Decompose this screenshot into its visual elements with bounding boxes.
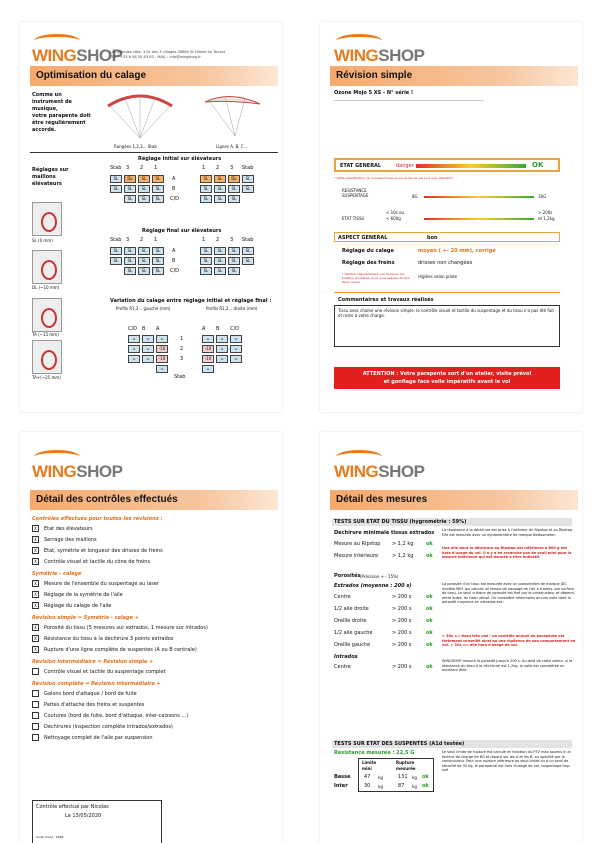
checklist-item: Etat, symétrie et longueur des drisses de freins: [44, 548, 163, 554]
final-title: Réglage final sur élévateurs: [142, 228, 222, 234]
checklist-item: Résistance du tissu à la déchirure 3 points extrados: [44, 636, 174, 642]
riser-cell: SL: [214, 195, 226, 203]
riser-cell: SL: [138, 267, 150, 275]
res-high: 16G: [538, 194, 547, 199]
var-cell: -10: [156, 355, 168, 363]
checklist-heading: Contrôles effectués pour toutes les révisions :: [32, 516, 163, 522]
th-mini: mini: [362, 766, 372, 771]
checklist-heading: Révision complète = Révision intermédiaire +: [32, 681, 161, 687]
page-title: Optimisation du calage: [30, 66, 278, 86]
checklist-heading: Révision simple = Symétrie - calage +: [32, 615, 139, 621]
danger-label: danger: [396, 163, 414, 169]
measure-label: 1/2 aile gauche: [334, 630, 373, 636]
resistance-gauge: [424, 196, 534, 198]
glider-subtitle: Ozone Mojo 5 XS - N° série !: [334, 90, 414, 96]
var-row: 2: [180, 346, 184, 352]
stab-cell-right: SL: [242, 175, 254, 183]
stab-cell-left: SL: [124, 267, 136, 275]
glider-diagram: [100, 86, 270, 142]
col-head: Stab: [110, 165, 122, 171]
porosites-title: Porosités: [334, 573, 361, 579]
col-head: Stab: [242, 237, 254, 243]
page-title: Détail des contrôles effectués: [30, 490, 278, 510]
row-letter: B: [172, 258, 176, 264]
check-box: X: [32, 547, 39, 554]
col-head: 2: [216, 165, 220, 171]
ring-sl-label: SL (0 mm): [32, 238, 53, 243]
checklist-heading: Symétrie - calage: [32, 571, 82, 577]
col-head: Stab: [242, 165, 254, 171]
row-letter: C/D: [170, 196, 180, 202]
riser-cell: SL: [200, 185, 212, 193]
checklist-item: Galons bord d'attaque / bord de fuite: [44, 691, 137, 697]
intrados-title: Intrados: [334, 654, 358, 660]
riser-cell: SL: [152, 267, 164, 275]
col-head: 2: [140, 165, 144, 171]
riser-cell: SL: [138, 195, 150, 203]
measure-status: ok: [426, 606, 433, 612]
stab-cell-right: SL: [242, 247, 254, 255]
ring-dl-image: [32, 250, 62, 284]
text-porosite-warning: < 30s => tissu très usé : un contrôle annuel du parapente est fortement conseillé ainsi qu'une vigilance de son comportement en vol. < 10s => aile hors d'usage de vol.: [442, 634, 576, 647]
riser-cell: SL: [200, 247, 212, 255]
riser-cell: SL: [138, 247, 150, 255]
aspect-label: ASPECT GENERAL: [338, 235, 388, 241]
page-revision-simple: [320, 22, 582, 412]
riser-cell: SL: [138, 185, 150, 193]
measure-value: > 200 s: [392, 606, 412, 612]
porosites-precision: (Précision + - 15%): [360, 574, 399, 579]
stab-label: Stab: [174, 374, 186, 380]
checklist-item: Mesure de l'ensemble du suspentage au laser: [44, 581, 160, 587]
var-cell: =: [156, 335, 168, 343]
comments-text: Tissu avec chaîne une révision simple: le contrôle visuel et tactile du suspentage et du tissu n'a pas été fait et reste à votre charge.: [338, 308, 554, 318]
var-cell: =: [142, 355, 154, 363]
measure-status: ok: [426, 594, 433, 600]
th-mesuree: mesurée: [396, 766, 416, 771]
attention-line1: ATTENTION : Votre parapente sort d'un atelier, visite prévol: [362, 371, 532, 377]
measure-status: ok: [426, 618, 433, 624]
riser-cell: SL: [214, 175, 226, 183]
susp-kg: kg: [378, 784, 383, 789]
col-head: 2: [140, 237, 144, 243]
text-wingshop: WINGSHOP mesure la porosité jusqu'à 200 s. Au-delà de cette valeur, si la résistance du tissu à la déchirure est 1,2kg, la voile est considérée en excellent état.: [442, 659, 573, 672]
wingshop-logo: WINGSHOP: [32, 46, 123, 65]
var-cell: -10: [202, 345, 214, 353]
var-cell: -10: [202, 355, 214, 363]
var-cell: =: [216, 335, 228, 343]
col-head: 3: [126, 237, 130, 243]
checklist-item: Rupture d'une ligne complète de suspentes (A ou B centrale): [44, 647, 197, 653]
susp-limit: 47: [364, 774, 371, 780]
susp-status: ok: [422, 783, 429, 789]
measure-value: > 200 s: [392, 618, 412, 624]
var-cell: =: [230, 335, 242, 343]
riser-cell: SL: [152, 257, 164, 265]
checklist-item: Déchirures (inspection complète intrados/extrados): [44, 724, 173, 730]
attention-banner: [334, 367, 560, 389]
var-cell: =: [202, 335, 214, 343]
riser-cell: SL: [200, 175, 212, 183]
freins-value: drisses non changées: [418, 260, 473, 266]
check-box: [32, 734, 39, 741]
text-dechirure: La résistance à la déchirure est prise à l'intérieur du Ripstop et au Ripstop. Elle est mesurée avec un dynamomètre de marque Bettsometer.: [442, 528, 574, 537]
var-cell: =: [142, 345, 154, 353]
riser-cell: SL: [214, 247, 226, 255]
riser-cell: SL: [228, 247, 240, 255]
col-head: 3: [230, 237, 234, 243]
checklist-item: Contrôle visuel et tactile du suspentage complet: [44, 669, 166, 675]
riser-cell: SL: [152, 195, 164, 203]
variation-title: Variation du calage entre réglage initial et réglage final :: [110, 298, 272, 304]
page-optimisation: [20, 22, 282, 412]
measure-value: > 200 s: [392, 664, 412, 670]
stab-cell-left: SL: [110, 175, 122, 183]
riser-cell: DL: [228, 175, 240, 183]
var-head: B: [142, 326, 146, 332]
riser-cell: SL: [124, 257, 136, 265]
measure-status: ok: [426, 541, 433, 547]
var-stab-cell: =: [202, 365, 214, 373]
aspect-general-box: [334, 232, 560, 242]
ring-taplus-image: [32, 340, 62, 374]
susp-kg: kg: [378, 775, 383, 780]
th-rupture: Rupture: [396, 760, 415, 765]
checklist-item: Serrage des maillons: [44, 537, 97, 543]
riser-cell: SL: [138, 257, 150, 265]
riser-cell: SL: [228, 185, 240, 193]
client-code: Code client : 0284: [36, 835, 64, 839]
measure-label: Mesure au Ripstop: [334, 541, 381, 547]
susp-rupture: 131: [398, 774, 408, 780]
susp-limit: 30: [364, 783, 371, 789]
var-head: A: [202, 326, 206, 332]
var-cell: =: [230, 355, 242, 363]
check-box: X: [32, 536, 39, 543]
stab-cell-left: SL: [124, 195, 136, 203]
susp-label: Inter: [334, 783, 348, 789]
ring-sl-image: [32, 202, 62, 236]
col-head: 1: [154, 237, 158, 243]
tissu-gauge: [424, 218, 534, 220]
page-title: Détail des mesures: [330, 490, 578, 510]
th-limite: Limite: [362, 760, 377, 765]
checklist-item: Pattes d'attache des freins et suspentes: [44, 702, 145, 708]
comments-box: [334, 305, 560, 347]
checklist-item: Etat des élévateurs: [44, 526, 93, 532]
freins-label: Réglage des freins: [342, 260, 395, 266]
stab-cell-right: SL: [228, 195, 240, 203]
row-letter: A: [172, 248, 176, 254]
controller-box: [32, 800, 162, 843]
riser-cell: SL: [152, 247, 164, 255]
riser-cell: SL: [200, 267, 212, 275]
stab-cell-right: SL: [228, 267, 240, 275]
var-row: 1: [180, 336, 184, 342]
page-title: Révision simple: [330, 66, 578, 86]
var-head: C/D: [128, 326, 138, 332]
check-box: [32, 668, 39, 675]
tests-tissu-header: TESTS SUR ETAT DU TISSU (hygrométrie : 59%): [332, 518, 572, 526]
ring-ta-label: TA (~15 mm): [32, 332, 59, 337]
var-cell: -10: [156, 345, 168, 353]
row-letter: B: [172, 186, 176, 192]
profil-right-label: Profils R1,2... droite (mm): [206, 306, 258, 311]
page-controles: [20, 432, 282, 843]
measure-value: > 200 s: [392, 630, 412, 636]
riser-cell: SL: [214, 185, 226, 193]
check-box: X: [32, 525, 39, 532]
col-head: 1: [154, 165, 158, 171]
var-cell: =: [216, 355, 228, 363]
check-box: [32, 712, 39, 719]
tests-suspentes-header: TESTS SUR ETAT DES SUSPENTES (A1d testée): [332, 740, 572, 748]
col-head: 1: [202, 165, 206, 171]
calage-value: moyen ( +- 20 mm), corrigé: [418, 248, 496, 254]
measure-label: Oreille gauche: [334, 642, 371, 648]
riser-cell: SL: [138, 175, 150, 183]
aspect-value: bon: [427, 235, 438, 241]
etat-general-label: ETAT GENERAL: [340, 163, 382, 169]
ring-dl-label: DL (~10 mm): [32, 285, 60, 290]
calage-label: Réglage du calage: [342, 248, 394, 254]
riser-cell: DL: [124, 175, 136, 183]
caption-rows: Rangées 1,2,3... Stab: [114, 144, 157, 149]
riser-cell: SL: [228, 257, 240, 265]
controller-name: Contrôle effectué par Nicolas: [36, 804, 109, 810]
measure-label: Oreille droite: [334, 618, 367, 624]
var-head: B: [216, 326, 220, 332]
caption-lines: Lignes A, B, C...: [216, 144, 248, 149]
row-letter: A: [172, 176, 176, 182]
var-cell: =: [128, 335, 140, 343]
classification-note: * Cette classification ne correspond pas à une durée de vie ou à une utilisation.: [334, 176, 454, 180]
col-head: 3: [230, 165, 234, 171]
check-box: [32, 723, 39, 730]
measure-label: 1/2 aile droite: [334, 606, 369, 612]
checklist-item: Réglage de la symétrie de l'aile: [44, 592, 123, 598]
measure-value: > 200 s: [392, 594, 412, 600]
riser-cell: SL: [152, 185, 164, 193]
wingshop-logo: WINGSHOP: [334, 462, 425, 481]
checklist-heading: Révision intermédiaire = Révision simple +: [32, 659, 154, 665]
susp-kg: kg: [412, 775, 417, 780]
divider: [334, 100, 484, 101]
col-head: 1: [202, 237, 206, 243]
riser-cell: SL: [152, 175, 164, 183]
check-box: X: [32, 558, 39, 565]
col-head: 2: [216, 237, 220, 243]
measure-label: Centre: [334, 664, 351, 670]
ring-taplus-label: TA+(~25 mm): [32, 375, 61, 380]
measure-status: ok: [426, 630, 433, 636]
address: Les grandes côte, 3 ile des 3 villages 38660 St Hilaire du Touvet TEL : +33 6 58 55 83 83 - MAIL : info@wingshop.fr: [110, 50, 226, 59]
checklist-item: Nettoyage complet de l'aile par suspension: [44, 735, 153, 741]
stab-cell-left: SL: [110, 185, 122, 193]
checklist-item: Porosité du tissu (5 mesures sur extrados, 1 mesure sur intrados): [44, 625, 208, 631]
attention-line2: et gonflage face voile impératifs avant le vol: [383, 379, 511, 385]
res-low: 8G: [412, 194, 418, 199]
row-letter: C/D: [170, 268, 180, 274]
measure-status: ok: [426, 664, 433, 670]
stab-cell-left: SL: [110, 257, 122, 265]
riser-cell: SL: [124, 185, 136, 193]
wingshop-logo: WINGSHOP: [32, 462, 123, 481]
check-box: X: [32, 602, 39, 609]
dechirure-title: Déchirure minimale tissus extrados: [334, 530, 435, 536]
divider: [334, 292, 560, 293]
initial-title: Réglage initial sur élévateurs: [138, 156, 222, 162]
verif-note: * Vérifiez, régulièrement vos freins en vol, position accélérée, pour vous assurer de leur libre course.: [342, 272, 410, 284]
intro-text: Comme un instrument de musique, votre parapente doit être régulièrement accordé.: [32, 92, 91, 133]
var-cell: =: [216, 345, 228, 353]
susp-rupture: 87: [398, 783, 405, 789]
etat-general-box: [334, 158, 560, 172]
susp-kg: kg: [412, 784, 417, 789]
stab-cell-right: SL: [242, 185, 254, 193]
check-box: [32, 690, 39, 697]
stab-cell-left: SL: [110, 247, 122, 255]
measure-value: > 1,2 kg: [392, 541, 414, 547]
ok-label: OK: [532, 161, 544, 169]
checklist-item: Coutures (bord de fuite, bord d'attaque, inter-caissons ...): [44, 713, 189, 719]
verif-value: réglées selon pilote: [418, 274, 458, 279]
measure-label: Centre: [334, 594, 351, 600]
check-box: X: [32, 635, 39, 642]
col-head: 3: [126, 165, 130, 171]
check-box: X: [32, 646, 39, 653]
page-mesures: [320, 432, 582, 843]
riser-cell: SL: [214, 267, 226, 275]
extrados-title: Extrados (moyenne : 200 s): [334, 583, 412, 589]
riser-cell: SL: [124, 247, 136, 255]
var-head: C/D: [230, 326, 240, 332]
divider: [30, 152, 278, 153]
measure-label: Mesure intérieure: [334, 553, 379, 559]
var-head: A: [156, 326, 160, 332]
etat-tissu-label: ETAT TISSU: [342, 216, 365, 221]
text-dechirure-warning: Une aile dont la déchirure au Ripstop est inférieure à 600 g est hors d'usage du vol. Il n'y a en revanche pas de seuil mini pour la mesure intérieure qui est donnée à titre indicatif.: [442, 546, 572, 559]
check-box: X: [32, 624, 39, 631]
susp-label: Basse: [334, 774, 351, 780]
etat-general-gauge: [416, 164, 526, 168]
measure-status: ok: [426, 642, 433, 648]
text-porosite: La porosité d'un tissu est mesurée avec un porosimètre de marque JDC modèle MK1 qui calcule un temps de passage de l'air à travers une surface de tissu. Le seuil critique de porosité est fixé par le constructeur et dépend, entre autre, du tissu utilisé. On considère néanmoins qu'une voile dont la porosité moyenne en extrados est :: [442, 582, 575, 604]
var-row: 3: [180, 356, 184, 362]
var-cell: =: [128, 345, 140, 353]
wingshop-logo: WINGSHOP: [334, 46, 425, 65]
resistance-mesuree: Résistance mesurée : 22,5 G: [334, 750, 415, 756]
col-head: Stab: [110, 237, 122, 243]
riser-cell: SL: [214, 257, 226, 265]
ring-ta-image: [32, 298, 62, 332]
stab-cell-right: SL: [242, 257, 254, 265]
control-date: Le 13/05/2020: [65, 813, 102, 819]
riser-cell: SL: [200, 257, 212, 265]
measure-value: > 1,2 kg: [392, 553, 414, 559]
var-cell: =: [230, 345, 242, 353]
maillons-label: Réglages sur maillons élévateurs: [32, 167, 69, 187]
check-box: X: [32, 580, 39, 587]
check-box: [32, 701, 39, 708]
text-suspentes: Le seuil limite de rupture est calculé en fonction du PTV max soumis à un facteur de charge de 8G et réparti sur les A et les B, ou spécifié par le constructeur. Pour une rupture inférieure au seuil limite ou à un seuil de sécurité de 30 kg, le parapente est hors d'usage de vol, suspentage trop usé: [442, 750, 571, 772]
checklist-item: Réglage du calage de l'aile: [44, 603, 112, 609]
var-cell: =: [142, 335, 154, 343]
measure-value: > 200 s: [392, 642, 412, 648]
riser-cell: SL: [200, 195, 212, 203]
check-box: X: [32, 591, 39, 598]
measure-status: ok: [426, 553, 433, 559]
resistance-label: RESISTANCE SUSPENTAGE: [342, 188, 369, 198]
comments-title: Commentaires et travaux réalisés: [338, 297, 434, 303]
var-stab-cell: =: [156, 365, 168, 373]
profil-left-label: Profils R1,2... gauche (mm): [116, 306, 171, 311]
tissu-low: < 10s ou < 600g: [386, 210, 405, 221]
checklist-item: Contrôle visuel et tactile du cône de freins: [44, 559, 151, 565]
tissu-high: > 200s et 1,2kg: [538, 210, 555, 221]
susp-status: ok: [422, 774, 429, 780]
var-cell: =: [128, 355, 140, 363]
